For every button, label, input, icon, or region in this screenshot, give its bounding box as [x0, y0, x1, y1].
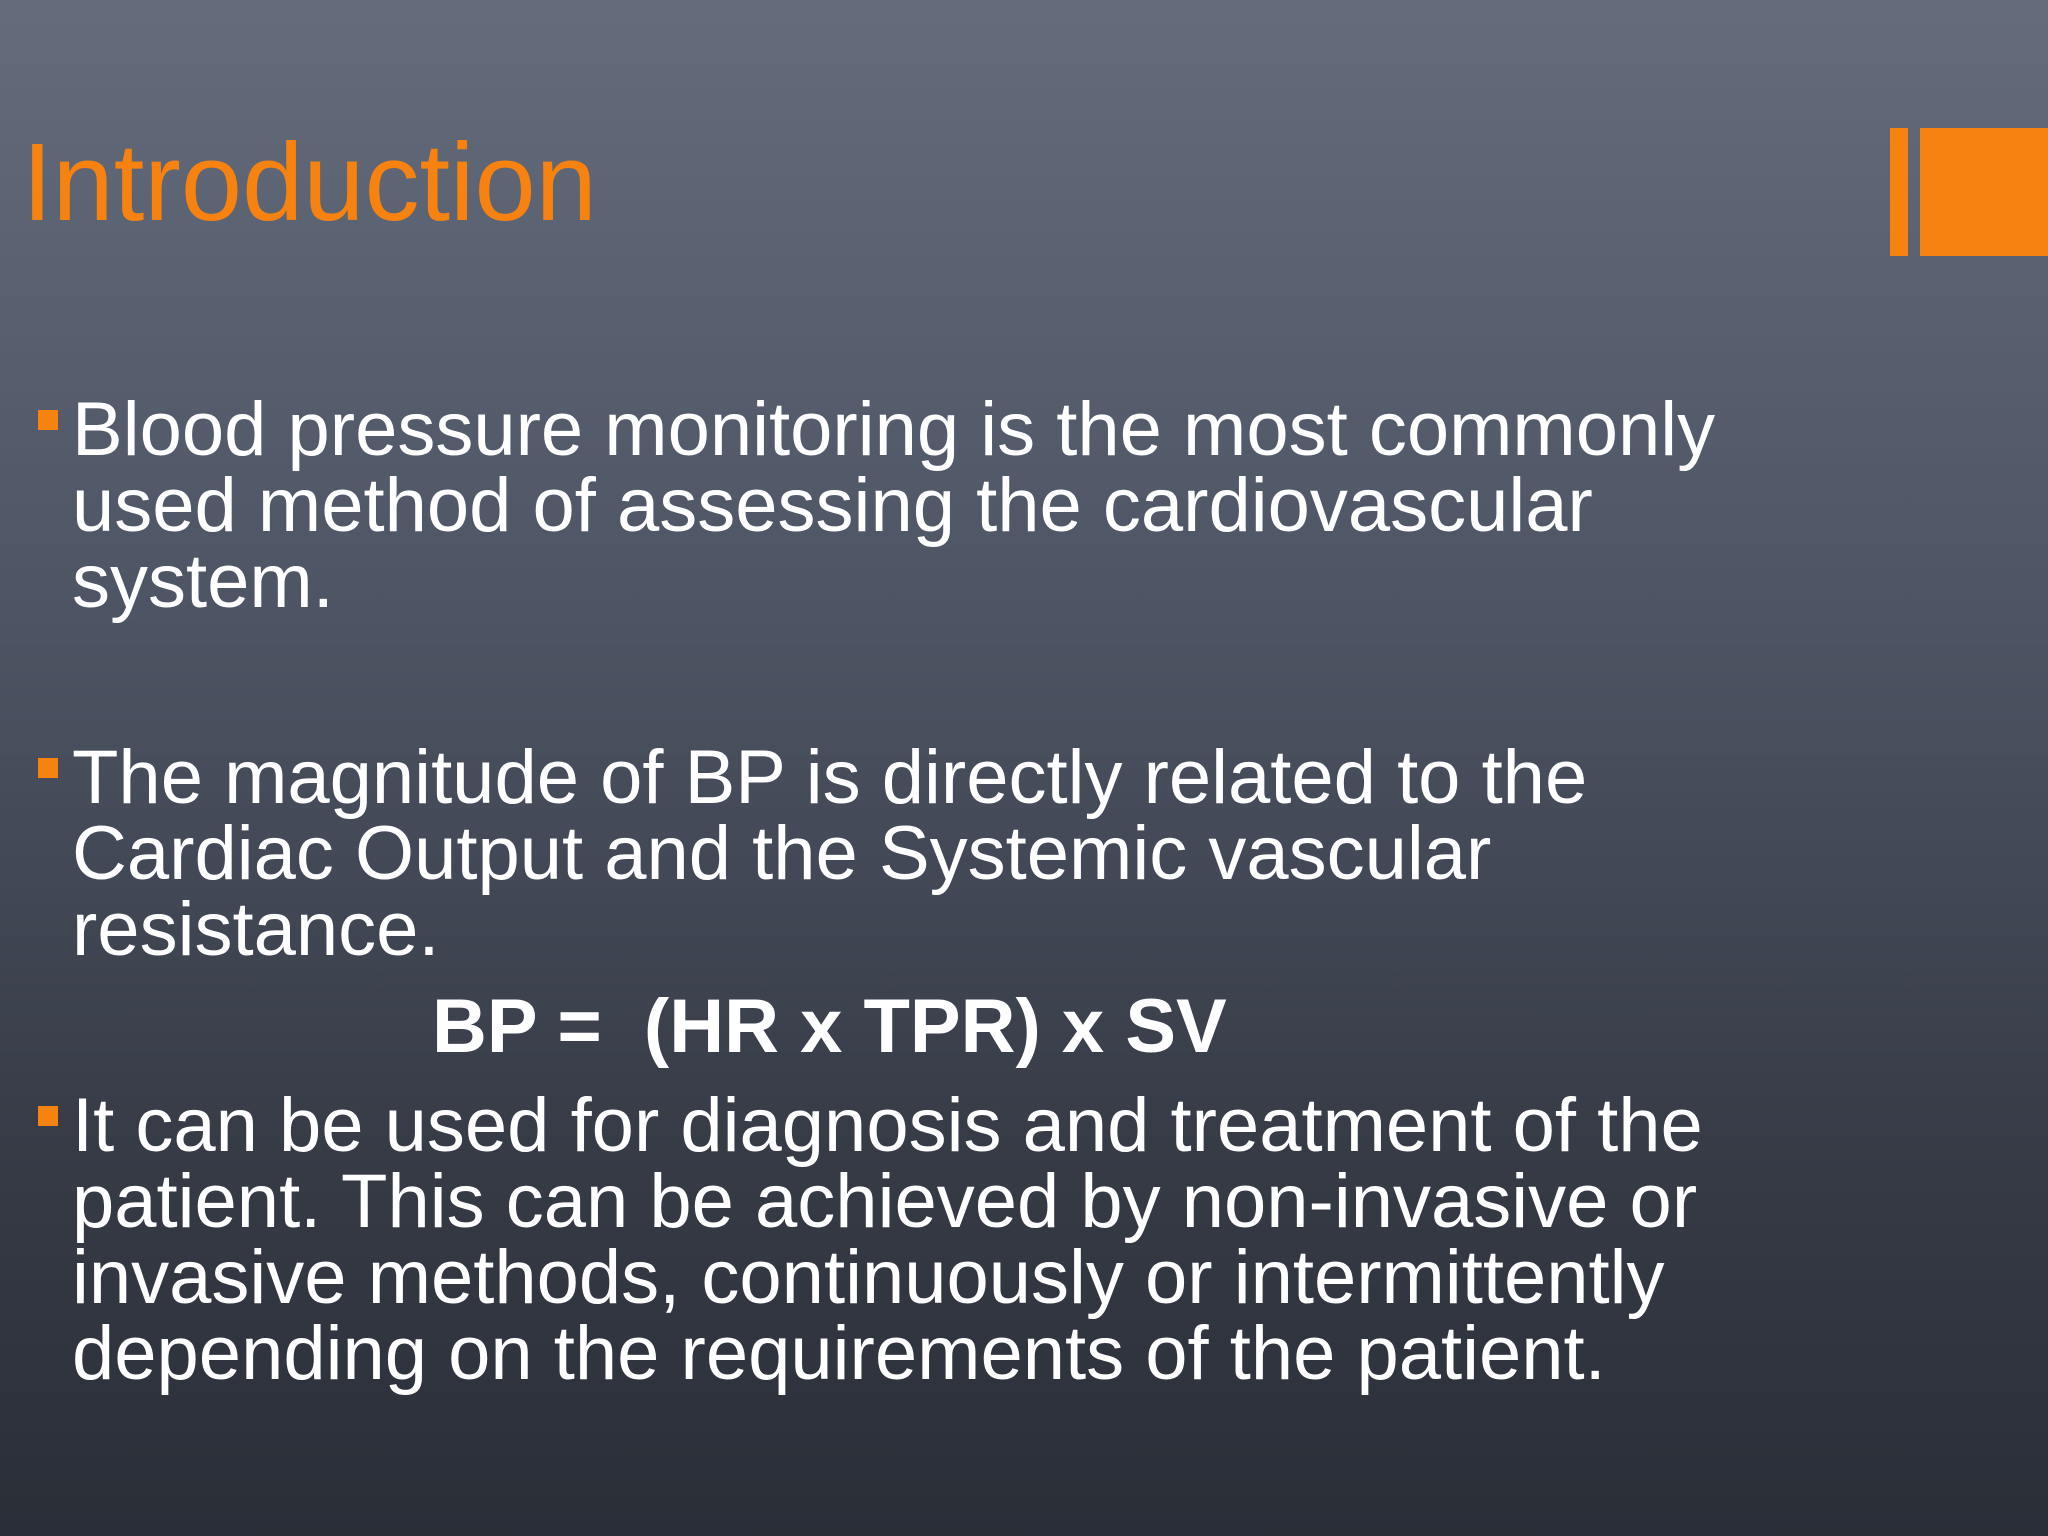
slide-title: Introduction — [22, 121, 597, 244]
accent-bar-decoration — [1890, 128, 1908, 256]
bullet-text: It can be used for diagnosis and treatment of the patient. This can be achieved by non-invasive or invasive methods, continuously or intermittently depending on the requirements of the patient. — [72, 1083, 1703, 1396]
square-bullet-icon — [38, 1106, 58, 1126]
bp-formula: BP = (HR x TPR) x SV — [432, 984, 1227, 1069]
accent-block-decoration — [1920, 128, 2048, 256]
square-bullet-icon — [38, 410, 58, 430]
bullet-text: Blood pressure monitoring is the most commonly used method of assessing the cardiovascular system. — [72, 387, 1716, 624]
square-bullet-icon — [38, 758, 58, 778]
bullet-text: The magnitude of BP is directly related to the Cardiac Output and the Systemic vascular resistance. — [72, 735, 1588, 972]
